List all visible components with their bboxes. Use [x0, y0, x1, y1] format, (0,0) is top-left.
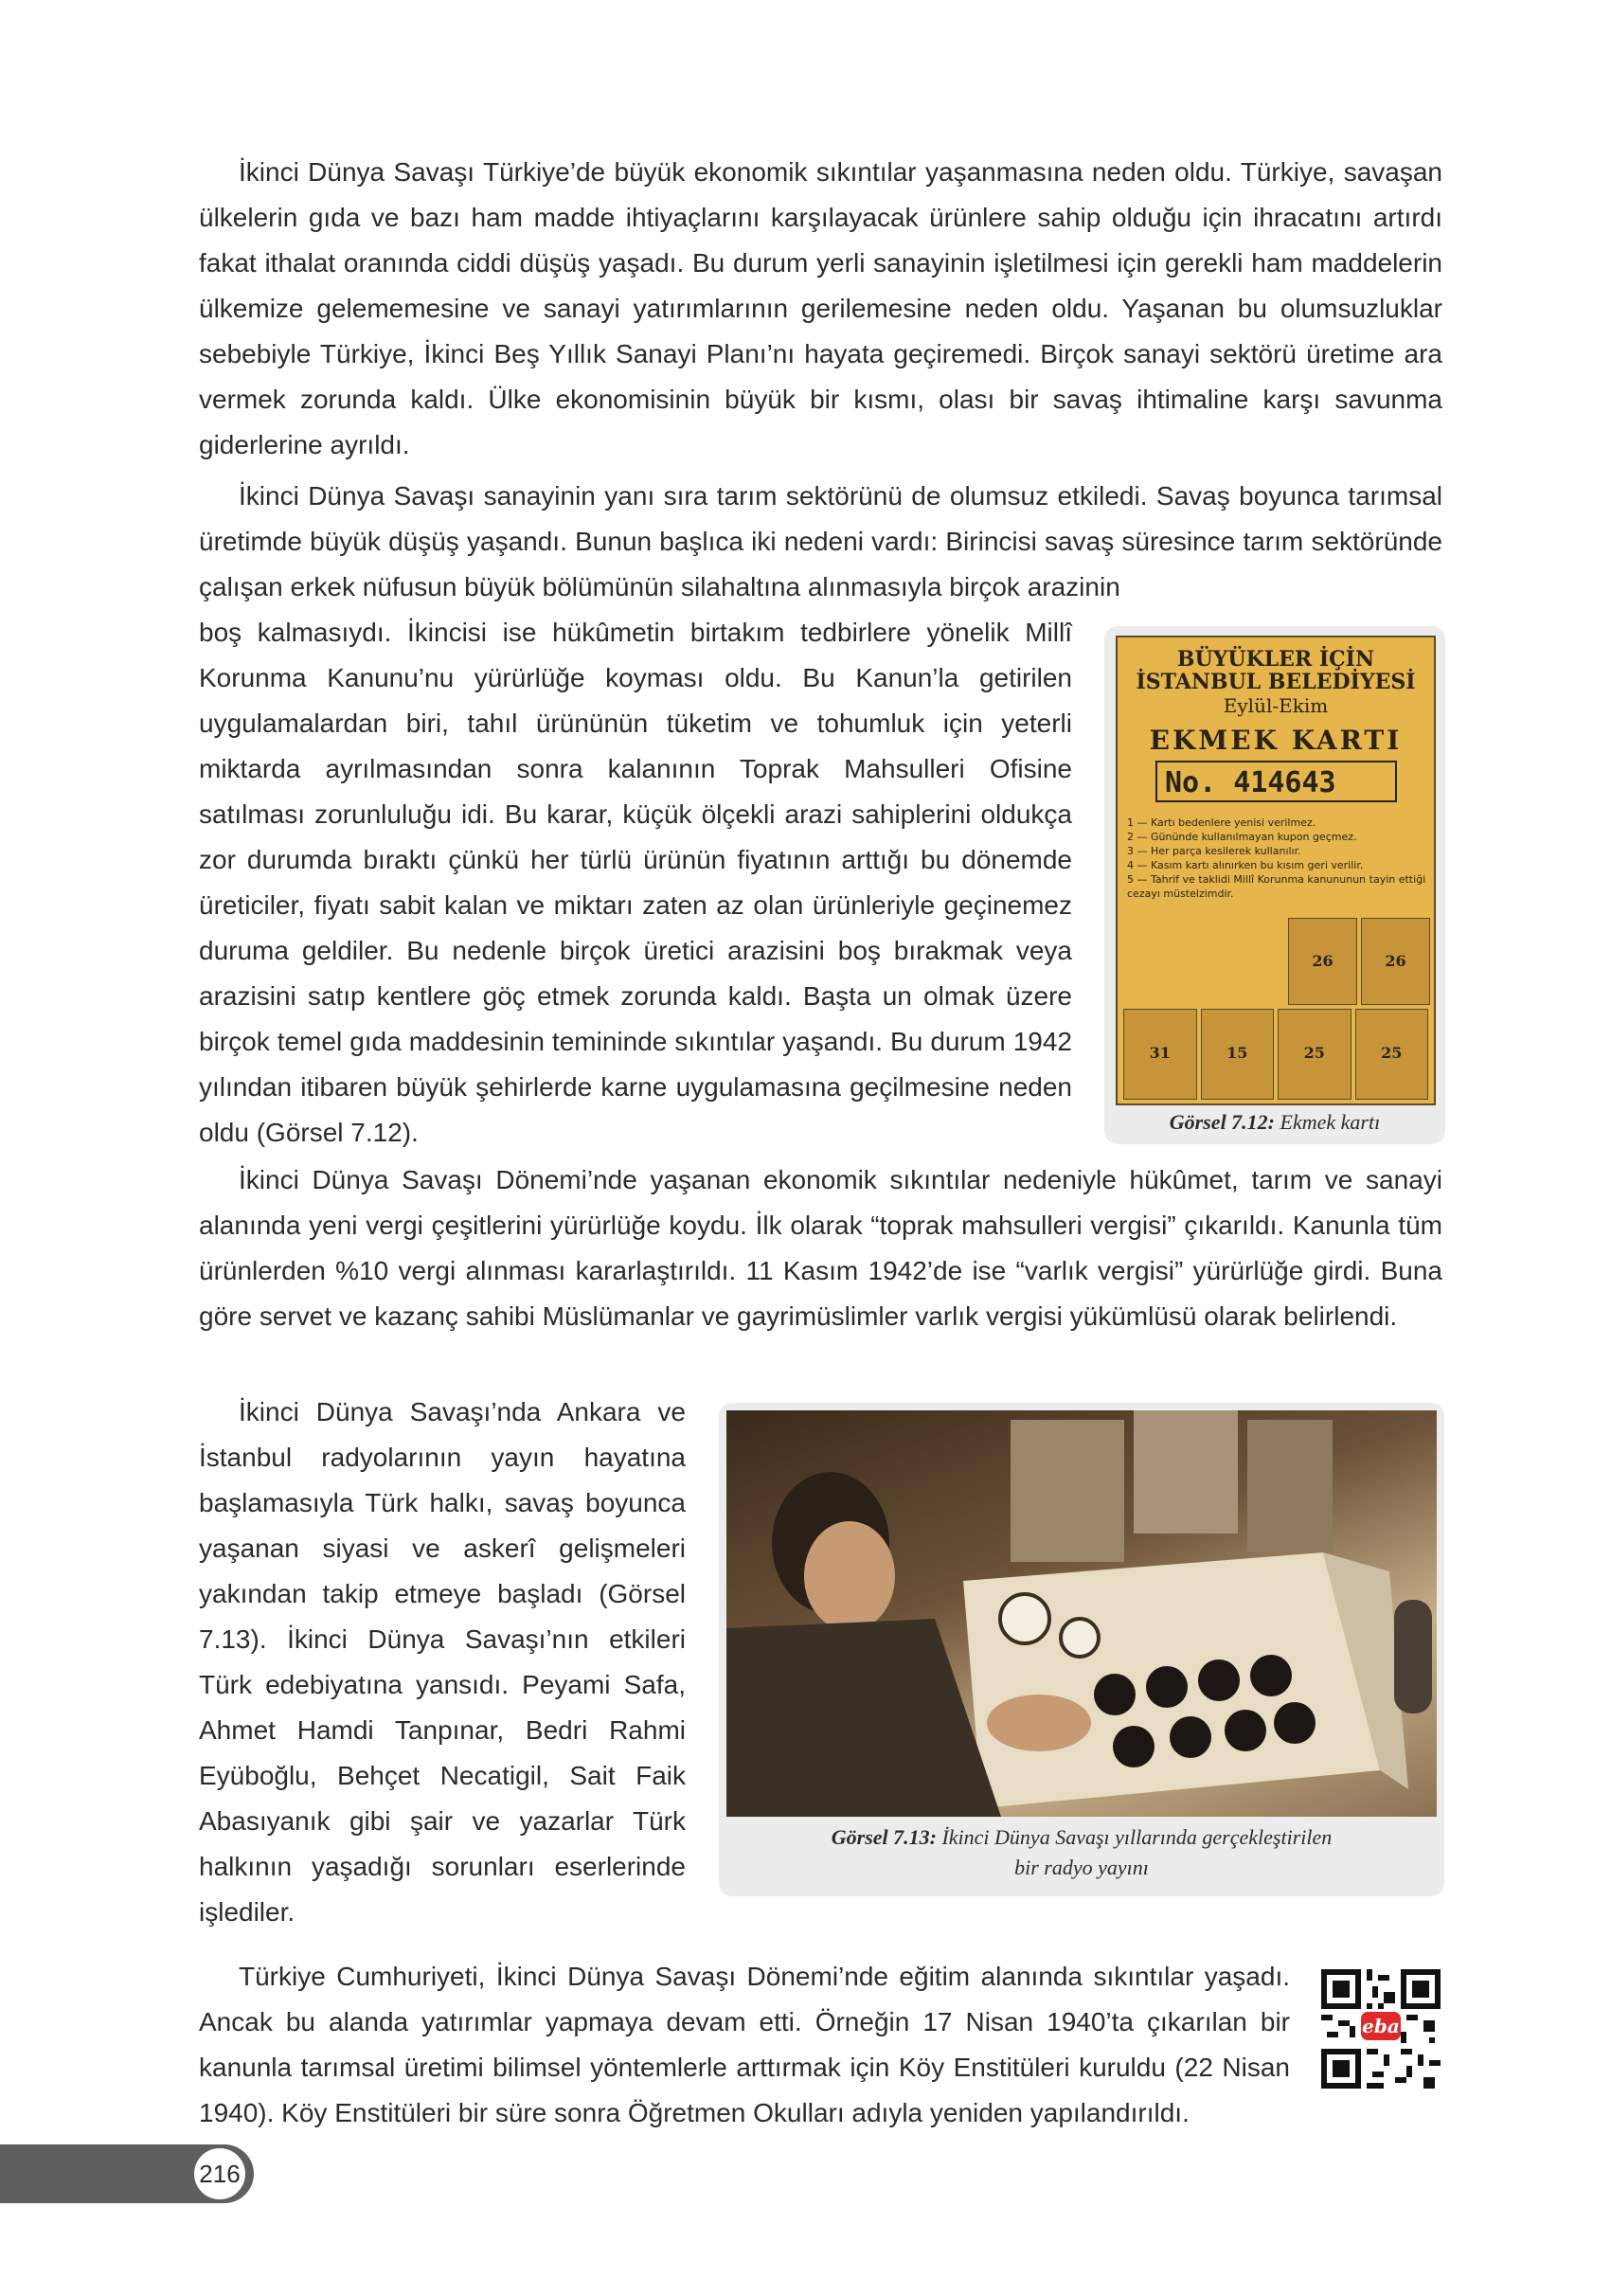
coupon: 25	[1355, 1009, 1429, 1100]
card-top-coupons	[1288, 918, 1430, 1005]
card-bottom-coupons	[1123, 1009, 1428, 1100]
card-header-line1: BÜYÜKLER İÇİN	[1176, 647, 1375, 672]
caption-text-line1: İkinci Dünya Savaşı yıllarında gerçekleştirilen	[941, 1825, 1333, 1849]
paragraph-5: Türkiye Cumhuriyeti, İkinci Dünya Savaşı Dönemi’nde eğitim alanında sıkıntılar yaşadı. Ancak bu alanda yatırımlar yapmaya devam etti. Örneğin 17 Nisan 1940’ta çıkarılan bir kanunla tarımsal üretimi bilimsel yöntemlerle arttırmak için Köy Enstitüleri kuruldu (22 Nisan 1940). Köy Enstitüleri bir süre sonra Öğretmen Okulları adıyla yeniden yapılandırıldı.	[199, 1962, 1290, 2127]
card-rules	[1127, 816, 1430, 901]
card-rule: 5 — Tahrif ve taklidi Millî Korunma kanununun tayin ettiği cezayı müstelzimdir.	[1127, 873, 1426, 900]
card-title: EKMEK KARTI	[1149, 725, 1403, 756]
qr-code-icon[interactable]	[1321, 1969, 1441, 2089]
figure-7-12	[1104, 626, 1445, 1144]
card-header-line2: İSTANBUL BELEDİYESİ	[1136, 670, 1416, 694]
card-rule: 4 — Kasım kartı alınırken bu kısım geri verilir.	[1127, 859, 1364, 871]
bread-card-image	[1116, 636, 1436, 1105]
caption-label: Görsel 7.12:	[1169, 1110, 1276, 1134]
caption-text-line2: bir radyo yayını	[1014, 1856, 1149, 1879]
paragraph-2-wrap: boş kalmasıydı. İkincisi ise hükûmetin birtakım tedbirlere yönelik Millî Korunma Kanunu’nu yürürlüğe koyması oldu. Bu Kanun’la getirilen uygulamalardan biri, tahıl ürününün tüketim ve tohumluk için yeterli miktarda ayrılmasından sonra kalanının Toprak Mahsulleri Ofisine satılması zorunluluğu idi. Bu karar, küçük ölçekli arazi sahiplerini oldukça zor durumda bıraktı çünkü her türlü ürünün fiyatının arttığı bu dönemde üreticiler, fiyatı sabit kalan ve miktarı zaten az olan ürünleriyle geçinemez duruma geldiler. Bu nedenle birçok üretici arazisini boş bırakmak veya arazisini satıp kentlere göç etmek zorunda kaldı. Başta un olmak üzere birçok temel gıda maddesinin temininde sıkıntılar yaşandı. Bu durum 1942 yılından itibaren büyük şehirlerde karne uygulamasına geçilmesine neden oldu (Görsel 7.12).	[199, 618, 1072, 1147]
card-header-line3: Eylül-Ekim	[1223, 694, 1329, 717]
caption-text: Ekmek kartı	[1280, 1110, 1381, 1134]
page-number: 216	[194, 2148, 245, 2199]
paragraph-2-top: İkinci Dünya Savaşı sanayinin yanı sıra tarım sektörünü de olumsuz etkiledi. Savaş boyunca tarımsal üretimde büyük düşüş yaşandı. Bunun başlıca iki nedeni vardı: Birincisi savaş süresince tarım sektöründe çalışan erkek nüfusun büyük bölümünün silahaltına alınmasıyla birçok arazinin	[199, 481, 1442, 601]
figure-7-13-caption	[719, 1822, 1444, 1883]
radio-broadcast-photo	[726, 1410, 1437, 1817]
figure-7-13	[719, 1403, 1444, 1896]
card-rule: 3 — Her parça kesilerek kullanılır.	[1127, 845, 1301, 857]
paragraph-1: İkinci Dünya Savaşı Türkiye’de büyük ekonomik sıkıntılar yaşanmasına neden oldu. Türkiye, savaşan ülkelerin gıda ve bazı ham madde ihtiyaçlarını karşılayacak ürünlere sahip olduğu için ihracatını artırdı fakat ithalat oranında ciddi düşüş yaşadı. Bu durum yerli sanayinin işletilmesi için gerekli ham maddelerin ülkemize gelememesine ve sanayi yatırımlarının gerilemesine neden oldu. Yaşanan bu olumsuzluklar sebebiyle Türkiye, İkinci Beş Yıllık Sanayi Planı’nı hayata geçiremedi. Birçok sanayi sektörü üretime ara vermek zorunda kaldı. Ülke ekonomisinin büyük bir kısmı, olası bir savaş ihtimaline karşı savunma giderlerine ayrıldı.	[199, 157, 1442, 459]
coupon: 25	[1278, 1009, 1351, 1100]
paragraph-3: İkinci Dünya Savaşı Dönemi’nde yaşanan ekonomik sıkıntılar nedeniyle hükûmet, tarım ve sanayi alanında yeni vergi çeşitlerini yürürlüğe koydu. İlk olarak “toprak mahsulleri vergisi” çıkarıldı. Kanunla tüm ürünlerden %10 vergi alınması kararlaştırıldı. 11 Kasım 1942’de ise “varlık vergisi” yürürlüğe girdi. Buna göre servet ve kazanç sahibi Müslümanlar ve gayrimüslimler varlık vergisi yükümlüsü olarak belirlendi.	[199, 1165, 1442, 1331]
paragraph-4: İkinci Dünya Savaşı’nda Ankara ve İstanbul radyolarının yayın hayatına başlamasıyla Türk halkı, savaş boyunca yaşanan siyasi ve askerî gelişmeleri yakından takip etmeye başladı (Görsel 7.13). İkinci Dünya Savaşı’nın etkileri Türk edebiyatına yansıdı. Peyami Safa, Ahmet Hamdi Tanpınar, Bedri Rahmi Eyüboğlu, Behçet Necatigil, Sait Faik Abasıyanık gibi şair ve yazarlar Türk halkının yaşadığı sorunları eserlerinde işlediler.	[199, 1397, 686, 1927]
card-rule: 2 — Gününde kullanılmayan kupon geçmez.	[1127, 831, 1357, 843]
coupon: 15	[1201, 1009, 1275, 1100]
card-rule: 1 — Kartı bedenlere yenisi verilmez.	[1127, 816, 1316, 829]
caption-label: Görsel 7.13:	[831, 1825, 937, 1849]
coupon: 31	[1123, 1009, 1197, 1100]
card-number: No. 414643	[1155, 761, 1397, 802]
eba-logo: eba	[1362, 2015, 1400, 2037]
figure-7-12-caption	[1104, 1107, 1445, 1138]
coupon: 26	[1288, 918, 1357, 1005]
radio-broadcast-illustration	[726, 1410, 1437, 1817]
coupon: 26	[1361, 918, 1430, 1005]
